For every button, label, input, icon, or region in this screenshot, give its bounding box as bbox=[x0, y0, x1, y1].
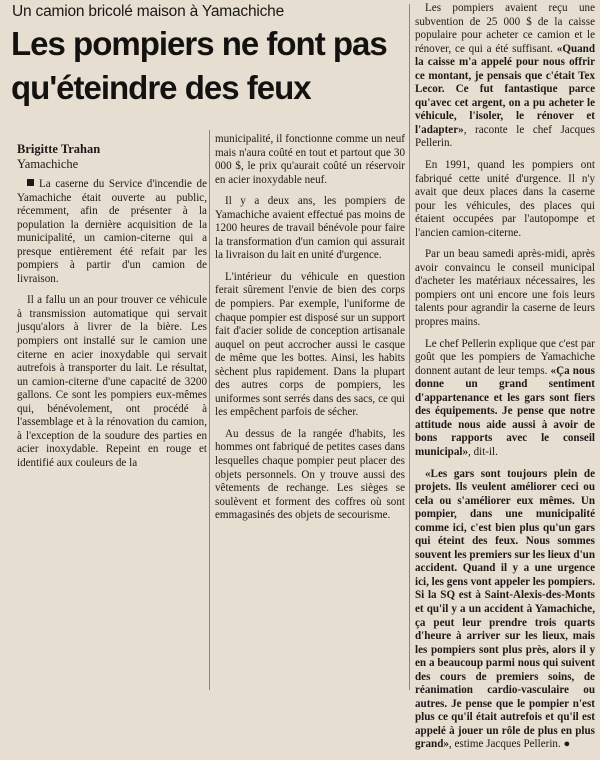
bullet-square-icon bbox=[27, 179, 34, 186]
paragraph: Par un beau samedi après-midi, après avoir convaincu le conseil municipal d'acheter les matériaux nécessaires, les pompiers ont uni encore une fois leurs talents pour agrandir la caserne de leurs propres mains. bbox=[415, 248, 595, 329]
paragraph: «Les gars sont toujours plein de projets. Ils veulent améliorer ceci ou cela ou s'améliorer eux mêmes. Un pompier, dans une municipalité comme ici, c'est bien plus qu'un gars qui éteint des feux. Nous sommes souvent les premiers sur les lieux d'un accident. Quand il y a une urgence ici, les gens vont appeler les pompiers. Si la SQ est à Saint-Alexis-des-Monts et qu'il y a un accident à Yamachiche, ça peut leur prendre trois quarts d'heure à arriver sur les lieux, mais les pompiers sont plus près, alors il y en a beaucoup parmi nous qui suivent des cours de premiers soins, de réanimation cardio-vasculaire ou autres. Je pense que le pompier n'est plus ce qu'il était autrefois et qu'il est appelé à jouer un rôle de plus en plus grand», estime Jacques Pellerin. ● bbox=[415, 467, 595, 751]
paragraph: En 1991, quand les pompiers ont fabriqué cette unité d'urgence. Il n'y avait que deux places dans la caserne pour les véhicules, des places qui étaient occupées par l'autopompe et l'ancien camion-citerne. bbox=[415, 159, 595, 239]
column-2 bbox=[215, 133, 405, 531]
author-name: Brigitte Trahan bbox=[17, 142, 101, 156]
byline bbox=[17, 142, 217, 172]
column-divider bbox=[209, 130, 210, 690]
kicker: Un camion bricolé maison à Yamachiche bbox=[12, 3, 285, 20]
column-divider bbox=[409, 4, 410, 690]
quote: «Les gars sont toujours plein de projets. Ils veulent améliorer ceci ou cela ou s'améliorer eux mêmes. Un pompier, dans une municipalité comme ici, c'est bien plus qu'un gars qui éteint des feux. Nous sommes souvent les premiers sur les lieux d'un accident. Quand il y a une urgence ici, les gens vont appeler les pompiers. Si la SQ est à Saint-Alexis-des-Monts et qu'il y a un accident à Yamachiche, ça peut leur prendre trois quarts d'heure à arriver sur les lieux, mais les pompiers sont plus près, alors il y en a beaucoup parmi nous qui suivent des cours de premiers soins, de réanimation cardio-vasculaire ou autres. Je pense que le pompier n'est plus ce qu'il était autrefois et qu'il est appelé à jouer un rôle de plus en plus grand» bbox=[415, 467, 595, 751]
paragraph: L'intérieur du véhicule en question ferait sûrement l'envie de bien des corps de pompiers. Par exemple, l'uniforme de chaque pompier est disposé sur un support fait d'acier solide de conception artisanale auquel on peut accrocher aussi le casque de même que les bottes. Ainsi, les habits sèchent plus rapidement. Dans la plupart des autres corps de pompiers, les uniformes sont serrés dans des sacs, ce qui les empêchent parfois de sécher. bbox=[215, 270, 405, 419]
paragraph: Il y a deux ans, les pompiers de Yamachiche avaient effectué pas moins de 1200 heures de travail bénévole pour faire la transformation d'un camion qui assurait la livraison du lait en unité d'urgence. bbox=[215, 195, 405, 262]
headline: Les pompiers ne font pas qu'éteindre des feux bbox=[11, 25, 387, 106]
quote: «Quand la caisse m'a appelé pour nous offrir ce montant, je pensais que c'était Tex Lecor. Ce fut fantastique parce qu'avec cet argent, on a pu acheter le véhicule, l'isoler, le rénover et l'adapter» bbox=[415, 42, 595, 136]
paragraph: municipalité, il fonctionne comme un neuf mais n'aura coûté en tout et partout que 30 000 $, le prix qu'aurait coûté un réservoir en acier inoxydable neuf. bbox=[215, 133, 405, 186]
end-mark-icon: ● bbox=[563, 738, 571, 751]
dateline-location: Yamachiche bbox=[17, 157, 79, 171]
paragraph: Les pompiers avaient reçu une subvention de 25 000 $ de la caisse populaire pour acheter ce camion et le rénover, ce qui a été suffisant. «Quand la caisse m'a appelé pour nous offrir ce montant, je pensais que c'était Tex Lecor. Ce fut fantastique parce qu'avec cet argent, on a pu acheter le véhicule, l'isoler, le rénover et l'adapter», raconte le chef Jacques Pellerin. bbox=[415, 2, 595, 150]
paragraph: Le chef Pellerin explique que c'est par goût que les pompiers de Yamachiche donnent autant de leur temps. «Ça nous donne un grand sentiment d'appartenance et les gars sont fiers des équipements. Je pense que notre attitude nous aide aussi à avoir de bons rapports avec le conseil municipal», dit-il. bbox=[415, 337, 595, 458]
quote: «Ça nous donne un grand sentiment d'appartenance et les gars sont fiers des équipements. Je pense que notre attitude nous aide aussi à avoir de bons rapports avec le conseil municipal» bbox=[415, 364, 595, 458]
column-3 bbox=[415, 2, 595, 760]
paragraph: Il a fallu un an pour trouver ce véhicule à transmission automatique qui servait jusqu'alors à livrer de la bière. Les pompiers ont installé sur le camion une citerne en acier inoxydable qui servait autrefois à transporter du lait. Le résultat, un camion-citerne d'une capacité de 3200 gallons. Ce sont les pompiers eux-mêmes qui, bénévolement, ont procédé à l'assemblage et à la rénovation du camion, à l'exception de la soudure des parties en acier inoxydable. Repeint en rouge et identifié aux couleurs de la bbox=[17, 294, 207, 469]
paragraph: La caserne du Service d'incendie de Yamachiche était ouverte au public, récemment, afin de présenter à la population la dernière acquisition de la municipalité, un camion-citerne qui a presque entièrement été refait par les pompiers à partir d'un camion de livraison. bbox=[17, 178, 207, 285]
paragraph: Au dessus de la rangée d'habits, les hommes ont fabriqué de petites cases dans lesquelles chaque pompier peut placer des objets personnels. On y trouve aussi des vêtements de rechange. Les sièges se soulèvent et forment des coffres où sont emmagasinés des objets de secourisme. bbox=[215, 427, 405, 522]
column-1 bbox=[17, 178, 207, 478]
